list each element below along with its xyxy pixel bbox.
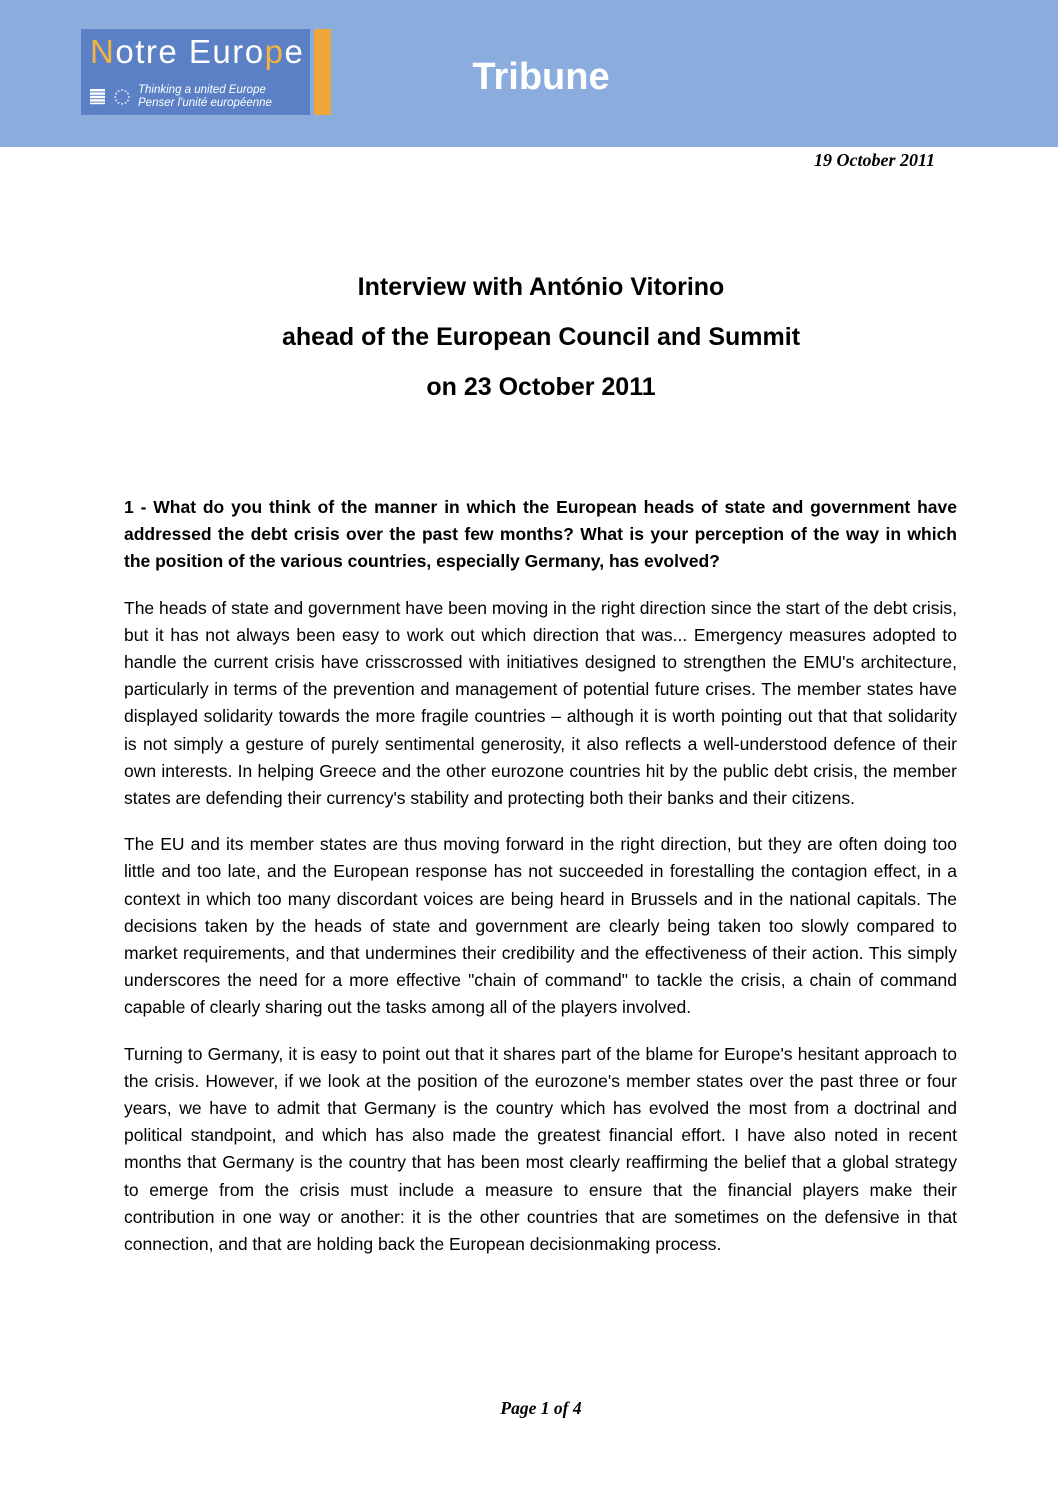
title-line-1: Interview with António Vitorino [357, 273, 725, 301]
logo-letters-mid: otre Euro [115, 33, 265, 70]
answer-paragraph-3: Turning to Germany, it is easy to point out that it shares part of the blame for Europe's hesitant approach to the crisis. However, if we look at the position of the eurozone's member states over the past three or four years, we have to admit that Germany is the country which has evolved the most from a doctrinal and political standpoint, and which has also made the greatest financial effort. I have also noted in recent months that Germany is the country that has been most clearly reaffirming the belief that a global strategy to emerge from the crisis must include a measure to ensure that the financial players make their contribution in one way or another: it is the other countries that are sometimes on the defensive in that connection, and that are holding back the European decisionmaking process. [124, 1043, 957, 1255]
tagline-english: Thinking a united Europe [138, 84, 266, 96]
page-number: Page 1 of 4 [500, 1398, 582, 1418]
header-banner [0, 0, 1058, 147]
title-line-3: on 23 October 2011 [426, 373, 656, 401]
logo-letter-n: N [90, 33, 116, 70]
interview-question: 1 - What do you think of the manner in which the European heads of state and government have addressed the debt crisis over the past few months? What is your perception of the way in which the position of the various countries, especially Germany, has evolved? [124, 497, 957, 572]
answer-paragraph-1: The heads of state and government have been moving in the right direction since the start of the debt crisis, but it has not always been easy to work out which direction that was... Emergency measures adopted to handle the current crisis have crisscrossed with initiatives designed to strengthen the EMU's architecture, particularly in terms of the prevention and management of potential future crises. The member states have displayed solidarity towards the more fragile countries – although it is worth pointing out that that solidarity is not simply a gesture of purely sentimental generosity, it also reflects a well-understood defence of their own interests. In helping Greece and the other eurozone countries hit by the public debt crisis, the member states are defending their currency's stability and protecting both their banks and their citizens. [124, 597, 957, 809]
document-body [124, 494, 957, 1258]
book-icon [89, 88, 106, 105]
document-title [124, 262, 958, 412]
tagline-french: Penser l'unité européenne [138, 96, 272, 109]
logo-letter-e: e [284, 33, 305, 70]
banner-title: Tribune [472, 56, 610, 98]
answer-paragraph-2: The EU and its member states are thus moving forward in the right direction, but they are often doing too little and too late, and the European response has not succeeded in forestalling the contagion effect, in a context in which too many discordant voices are being heard in Brussels and in the national capitals. The decisions taken by the heads of state and government are clearly being taken too slowly compared to market requirements, and that undermines their credibility and the effectiveness of their action. This simply underscores the need for a more effective "chain of command" to tackle the crisis, a chain of command capable of clearly sharing out the tasks among all of the players involved. [124, 834, 957, 1018]
page-footer [124, 1398, 958, 1419]
date-line: 19 October 2011 [814, 150, 935, 170]
title-line-2: ahead of the European Council and Summit [281, 323, 801, 351]
logo-letter-p: p [264, 33, 285, 70]
